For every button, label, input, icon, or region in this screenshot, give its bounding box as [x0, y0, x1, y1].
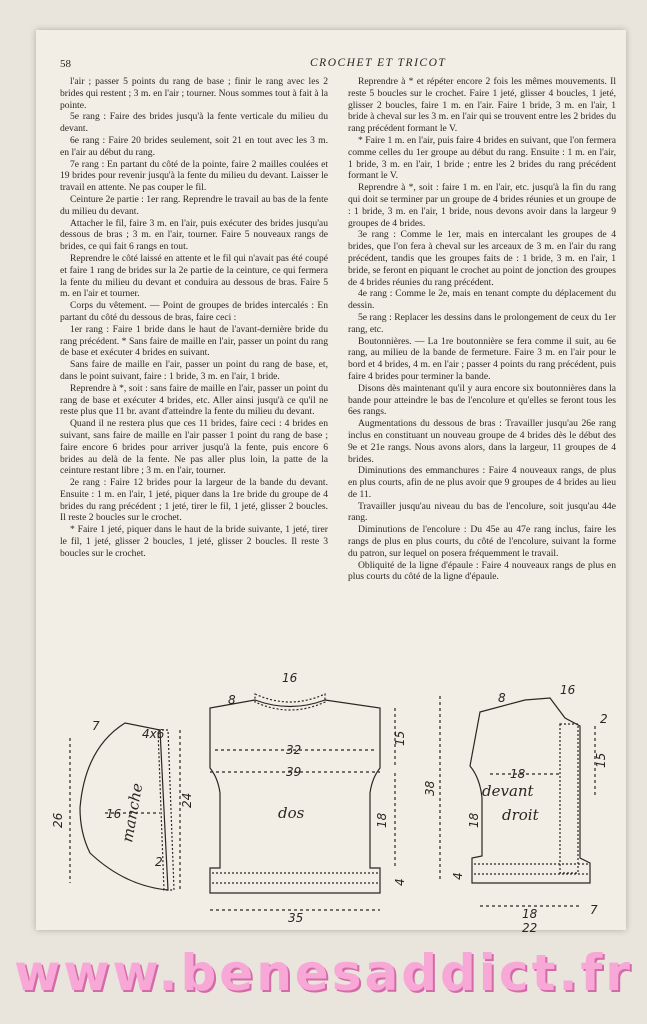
pattern-diagrams: [50, 668, 620, 938]
paragraph: 7e rang : En partant du côté de la pointe, faire 2 mailles coulées et 19 brides pour revenir jusqu'à la fente du milieu du devant. Laisser le travail en attente. Ne pas couper le fil.: [60, 158, 328, 194]
front-dim-bottom-b-label: 22: [522, 921, 538, 935]
paragraph: Boutonnières. — La 1re boutonnière se fera comme il suit, au 6e rang, au milieu de la bande de fermeture. Faire 3 m. en l'air pour le bord et 4 brides, 4 m. en l'air ; passer 4 points du rang précédent, puis faire 4 brides pour terminer la bande.: [348, 335, 616, 382]
paragraph: Ceinture 2e partie : 1er rang. Reprendre le travail au bas de la fente du milieu du devant.: [60, 193, 328, 217]
left-column: [60, 76, 328, 560]
back-dim-hem-label: 4: [393, 878, 407, 886]
paragraph: 1er rang : Faire 1 bride dans le haut de l'avant-dernière bride du rang précédent. * Sans faire de maille en l'air, passer un point du rang de base et exécuter 4 brides en suivant.: [60, 323, 328, 359]
paragraph: 3e rang : Comme le 1er, mais en intercalant les groupes de 4 brides, que l'on fera à cheval sur les arceaux de 3 m. en l'air du rang précédent, tandis que les groupes faits de : 1 bride, 3 m. en l'air, 1 bride, se feront en piquant le crochet au point de jonction des groupes de 4 brides réunies du rang précédent.: [348, 229, 616, 288]
sleeve-dim-top-right: 4x6: [142, 727, 165, 741]
running-title: CROCHET ET TRICOT: [310, 57, 447, 69]
front-dim-hem-label: 4: [451, 872, 465, 880]
back-dim-side-label: 18: [375, 812, 389, 828]
paragraph: Sans faire de maille en l'air, passer un point du rang de base, et, dans le point suivant, faire : 1 bride, 3 m. en l'air, 1 bride.: [60, 359, 328, 382]
sleeve-dim-cuff-label: 2: [155, 855, 163, 869]
back-outline: [210, 700, 380, 893]
page-header: [60, 58, 620, 72]
front-dim-height-label: 38: [423, 780, 437, 796]
paragraph: 2e rang : Faire 12 brides pour la largeur de la bande du devant. Ensuite : 1 m. en l'air, 1 jeté, piquer dans la 1re bride du groupe de 4 brides du rang précédent ; 1 jeté, tirer le fil, 1 jeté, glisser 2 boucles. Il reste 2 boucles sur le crochet.: [60, 477, 328, 524]
paragraph: * Faire 1 jeté, piquer dans le haut de la bride suivante, 1 jeté, tirer le fil, 1 jeté, glisser 2 boucles, 1 jeté, glisser 2 boucles. Il reste 3 boucles sur le crochet.: [60, 524, 328, 559]
paragraph: Corps du vêtement. — Point de groupes de brides intercalés : En partant du côté du dessous de bras, faire ceci :: [60, 300, 328, 323]
right-column: [348, 76, 616, 583]
front-dim-neck-drop-label: 2: [600, 712, 608, 726]
sleeve-dim-height-left-label: 26: [51, 812, 65, 828]
front-dim-bottom-a-label: 18: [522, 907, 538, 921]
paragraph: Attacher le fil, faire 3 m. en l'air, puis exécuter des brides jusqu'au dessous de bras ; 3 m. en l'air, tourner. Faire 5 nouveaux rangs de brides, ce qui fait 6 rangs en tout.: [60, 217, 328, 253]
back-hem: [212, 873, 378, 883]
front-dim-side-label: 18: [467, 812, 481, 828]
sleeve-dim-top-left: 7: [92, 719, 100, 733]
front-label-line1: devant: [482, 782, 534, 800]
front-label-line2: droit: [502, 806, 539, 824]
paragraph: Disons dès maintenant qu'il y aura encore six boutonnières dans la bande pour atteindre le bas de l'encolure et qu'elles se feront tous les 6es rangs.: [348, 382, 616, 418]
paragraph: Diminutions de l'encolure : Du 45e au 47e rang inclus, faire les rangs de plus en plus courts, du côté de l'encolure, suivant la forme du patron, sur lequel on posera fréquemment le travail.: [348, 524, 616, 559]
back-dim-bottom-label: 35: [288, 911, 304, 925]
paragraph: Quand il ne restera plus que ces 11 brides, faire ceci : 4 brides en suivant, sans faire de maille en l'air passer 1 point du rang de base ; faire encore 6 brides pour arriver jusqu'à la fente, puis encore 6 brides au delà de la fente. Ne pas aller plus loin, la patte de la ceinture restant libre ; 3 m. en l'air, tourner.: [60, 418, 328, 477]
back-label: dos: [278, 804, 305, 822]
sleeve-dim-width-label: 16: [106, 807, 122, 821]
sleeve-label: manche: [118, 781, 147, 844]
paragraph: 4e rang : Comme le 2e, mais en tenant compte du déplacement du dessin.: [348, 288, 616, 312]
sleeve-dim-height-right-label: 24: [180, 792, 194, 808]
paragraph: Reprendre le côté laissé en attente et le fil qui n'avait pas été coupé et faire 1 rang de brides sur la 2e partie de la ceinture, ce qui fermera la fente du milieu du devant et conduira au dessous de bras. Faire 5 m. en l'air et tourner.: [60, 252, 328, 300]
front-dim-shoulder-label: 8: [498, 691, 506, 705]
watermark: www.benesaddict.fr: [14, 944, 633, 1002]
paragraph: Reprendre à * et répéter encore 2 fois les mêmes mouvements. Il reste 5 boucles sur le crochet. Faire 1 jeté, glisser 4 boucles, 1 jeté, glisser 2 boucles, faire 1 m. en l'air. Faire 1 bride, 3 m. en l'air, 1 bride à cheval sur les 3 m. en l'air qui se trouvent entre les 2 brides du rang précédent formant le V.: [348, 76, 616, 135]
back-dim-armhole-label: 15: [393, 730, 407, 746]
front-hem: [474, 864, 588, 874]
back-dim-neck-label: 16: [282, 671, 298, 685]
paragraph: Augmentations du dessous de bras : Travailler jusqu'au 26e rang inclus en constituant un nouveau groupe de 4 brides dès le début des 9e et 21e rangs. Nous avons alors, dans la largeur, 11 groupes de 4 brides.: [348, 418, 616, 465]
back-dim-width-label: 39: [286, 765, 302, 779]
front-dim-armhole-label: 15: [594, 752, 608, 768]
paragraph: 6e rang : Faire 20 brides seulement, soit 21 en tout avec les 3 m. en l'air au début du rang.: [60, 134, 328, 158]
front-dim-neck-label: 16: [560, 683, 576, 697]
paragraph: 5e rang : Replacer les dessins dans le prolongement de ceux du 1er rang, etc.: [348, 311, 616, 335]
pattern-diagrams-svg: [50, 668, 620, 938]
paragraph: l'air ; passer 5 points du rang de base ; finir le rang avec les 2 brides qui restent ; 3 m. en l'air ; tourner. Nous sommes tout à fait à la pointe.: [60, 76, 328, 111]
front-dim-band-label: 7: [590, 903, 598, 917]
paragraph: Obliquité de la ligne d'épaule : Faire 4 nouveaux rangs de plus en plus courts du côté de la ligne d'épaule.: [348, 559, 616, 583]
paragraph: Reprendre à *, soit : faire 1 m. en l'air, etc. jusqu'à la fin du rang qui doit se terminer par un groupe de 4 brides réunies et un groupe de : 1 bride, 3 m. en l'air, 1 bride, nous devons avoir dans la largeur 9 groupes de 4 brides.: [348, 182, 616, 229]
back-dim-shoulder-label: 8: [228, 693, 236, 707]
paragraph: 5e rang : Faire des brides jusqu'à la fente verticale du milieu du devant.: [60, 111, 328, 135]
front-band: [560, 724, 578, 873]
paragraph: Travailler jusqu'au niveau du bas de l'encolure, soit jusqu'au 44e rang.: [348, 500, 616, 524]
back-neck-rib: [255, 694, 325, 710]
page-number: 58: [60, 58, 71, 70]
front-dim-width-label: 18: [510, 767, 526, 781]
paragraph: * Faire 1 m. en l'air, puis faire 4 brides en suivant, que l'on fermera comme celles du 1er groupe au début du rang. Ensuite : 1 m. en l'air, 1 bride, 3 m. en l'air, 1 bride ; entre les 2 brides du rang précédent formant le V.: [348, 134, 616, 182]
paragraph: Diminutions des emmanchures : Faire 4 nouveaux rangs, de plus en plus courts, afin de ne plus avoir que 9 groupes de 4 brides au lieu de 11.: [348, 465, 616, 500]
paragraph: Reprendre à *, soit : sans faire de maille en l'air, passer un point du rang de base et exécuter 4 brides, etc. Aller ainsi jusqu'à ce qu'il ne reste plus que 11 br. avant d'atteindre la fente du milieu du devant.: [60, 382, 328, 418]
back-dim-chest-label: 32: [286, 743, 302, 757]
